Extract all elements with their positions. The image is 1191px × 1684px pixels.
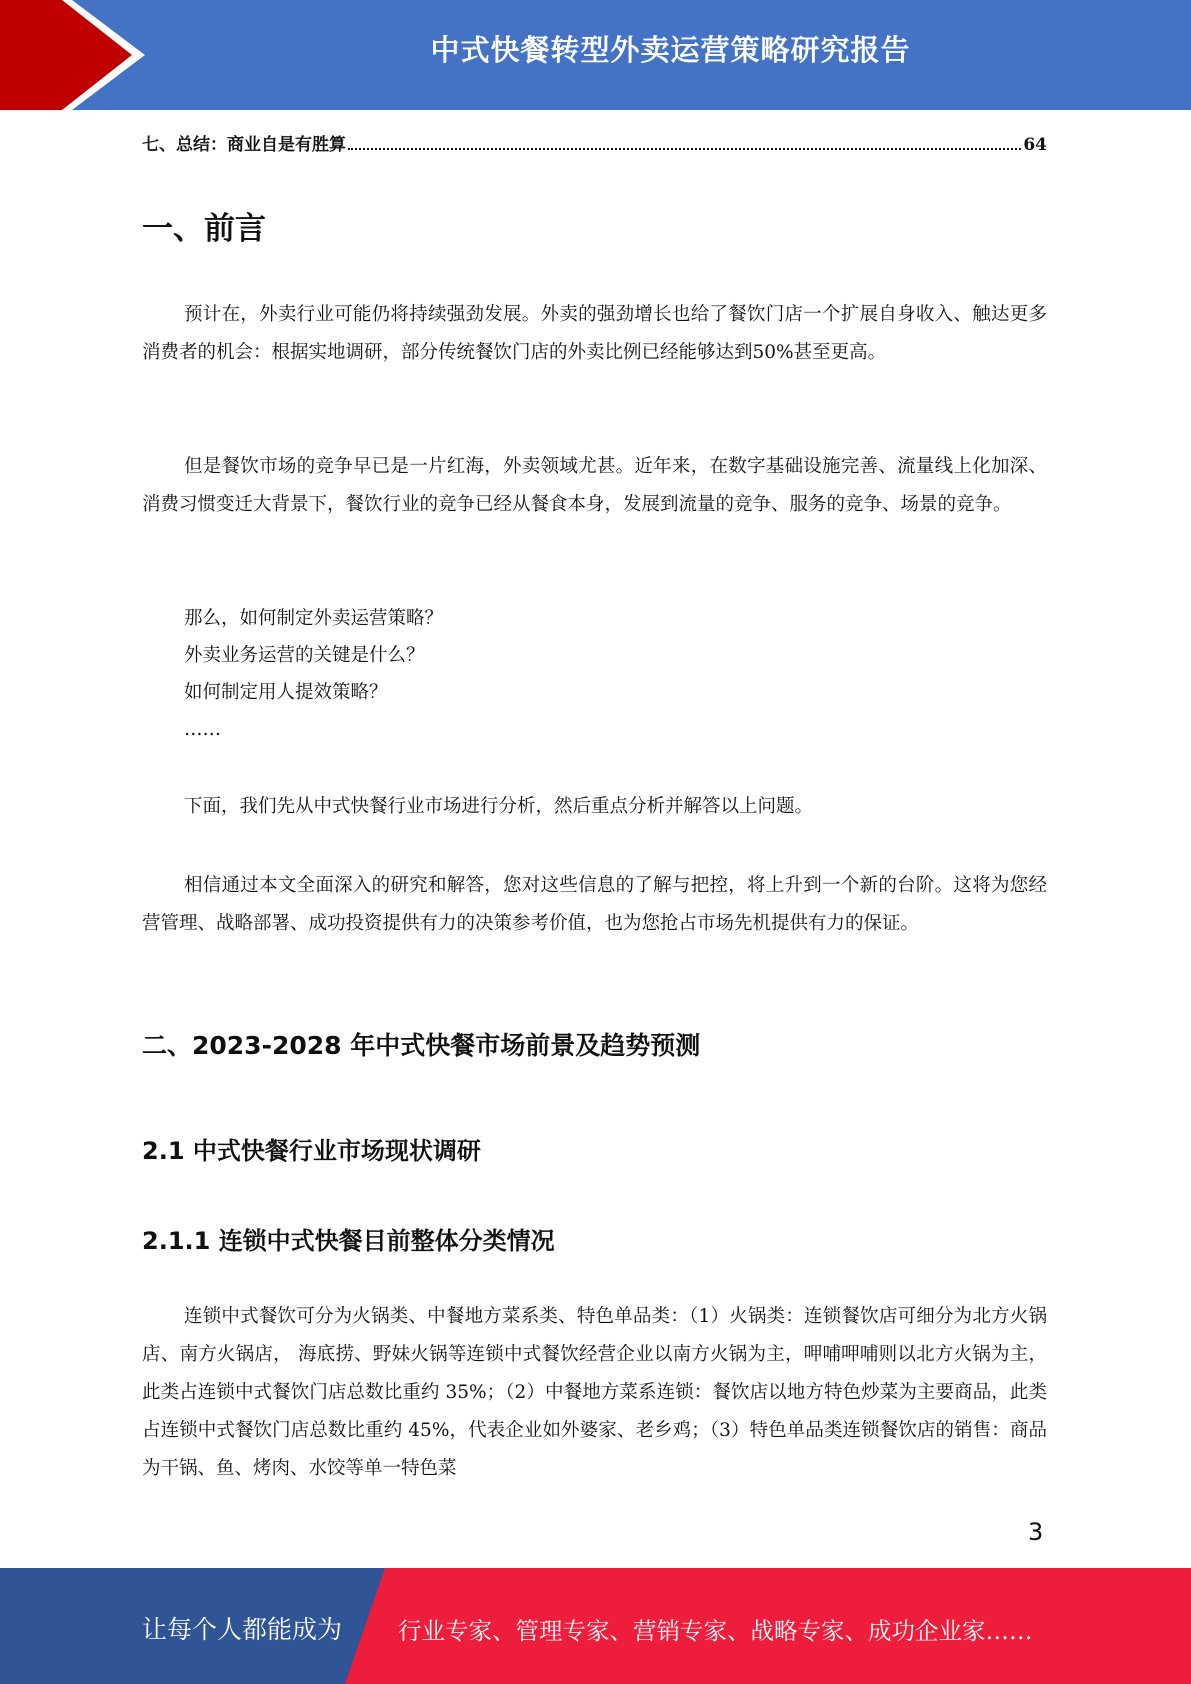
toc-entry-page: 64: [1023, 135, 1047, 155]
subsection-heading-2-1-1: 2.1.1 连锁中式快餐目前整体分类情况: [142, 1227, 555, 1255]
toc-dot-leader: [348, 148, 1021, 150]
section-heading-market-forecast: 二、2023-2028 年中式快餐市场前景及趋势预测: [142, 1031, 701, 1060]
section-heading-intro: 一、前言: [142, 211, 266, 247]
intro-paragraph-2: 但是餐饮市场的竞争早已是一片红海，外卖领域尤甚。近年来，在数字基础设施完善、流量线上化加深、消费习惯变迁大背景下，餐饮行业的竞争已经从餐食本身，发展到流量的竞争、服务的竞争、场景的竞争。: [142, 456, 1047, 515]
report-title: 中式快餐转型外卖运营策略研究报告: [430, 33, 911, 67]
page-header: [0, 0, 1191, 110]
intro-paragraph-1: 预计在，外卖行业可能仍将持续强劲发展。外卖的强劲增长也给了餐饮门店一个扩展自身收入、触达更多消费者的机会：根据实地调研，部分传统餐饮门店的外卖比例已经能够达到50%甚至更高。: [142, 304, 1047, 363]
page-number: 3: [1028, 1518, 1044, 1546]
question-ellipsis: ……: [184, 719, 221, 740]
intro-paragraph-3: 下面，我们先从中式快餐行业市场进行分析，然后重点分析并解答以上问题。: [184, 796, 814, 817]
footer-slogan-left: 让每个人都能成为: [142, 1615, 343, 1644]
header-chevron-decoration: [0, 0, 160, 110]
question-line-1: 那么，如何制定外卖运营策略？: [184, 608, 444, 629]
question-line-3: 如何制定用人提效策略？: [184, 682, 388, 703]
subsection-heading-2-1: 2.1 中式快餐行业市场现状调研: [142, 1137, 481, 1165]
question-line-2: 外卖业务运营的关键是什么？: [184, 645, 425, 666]
footer-slogan-right: 行业专家、管理专家、营销专家、战略专家、成功企业家……: [398, 1617, 1033, 1645]
intro-paragraph-4: 相信通过本文全面深入的研究和解答，您对这些信息的了解与把控，将上升到一个新的台阶。这将为您经营管理、战略部署、成功投资提供有力的决策参考价值，也为您抢占市场先机提供有力的保证。: [142, 875, 1047, 934]
section-2-1-1-paragraph: 连锁中式餐饮可分为火锅类、中餐地方菜系类、特色单品类：（1）火锅类：连锁餐饮店可细分为北方火锅店、南方火锅店， 海底捞、野妹火锅等连锁中式餐饮经营企业以南方火锅为主，呷哺呷哺则以北方火锅为主，此类占连锁中式餐饮门店总数比重约 35%；（2）中餐地方菜系连锁：餐饮店以地方特色炒菜为主要商品，此类占连锁中式餐饮门店总数比重约 45%，代表企业如外婆家、老乡鸡；（3）特色单品类连锁餐饮店的销售：商品为干锅、鱼、烤肉、水饺等单一特色菜: [142, 1306, 1047, 1479]
toc-entry[interactable]: [142, 130, 1047, 155]
page-footer: [0, 1568, 1191, 1684]
toc-entry-label: 七、总结：商业自是有胜算: [142, 135, 346, 155]
